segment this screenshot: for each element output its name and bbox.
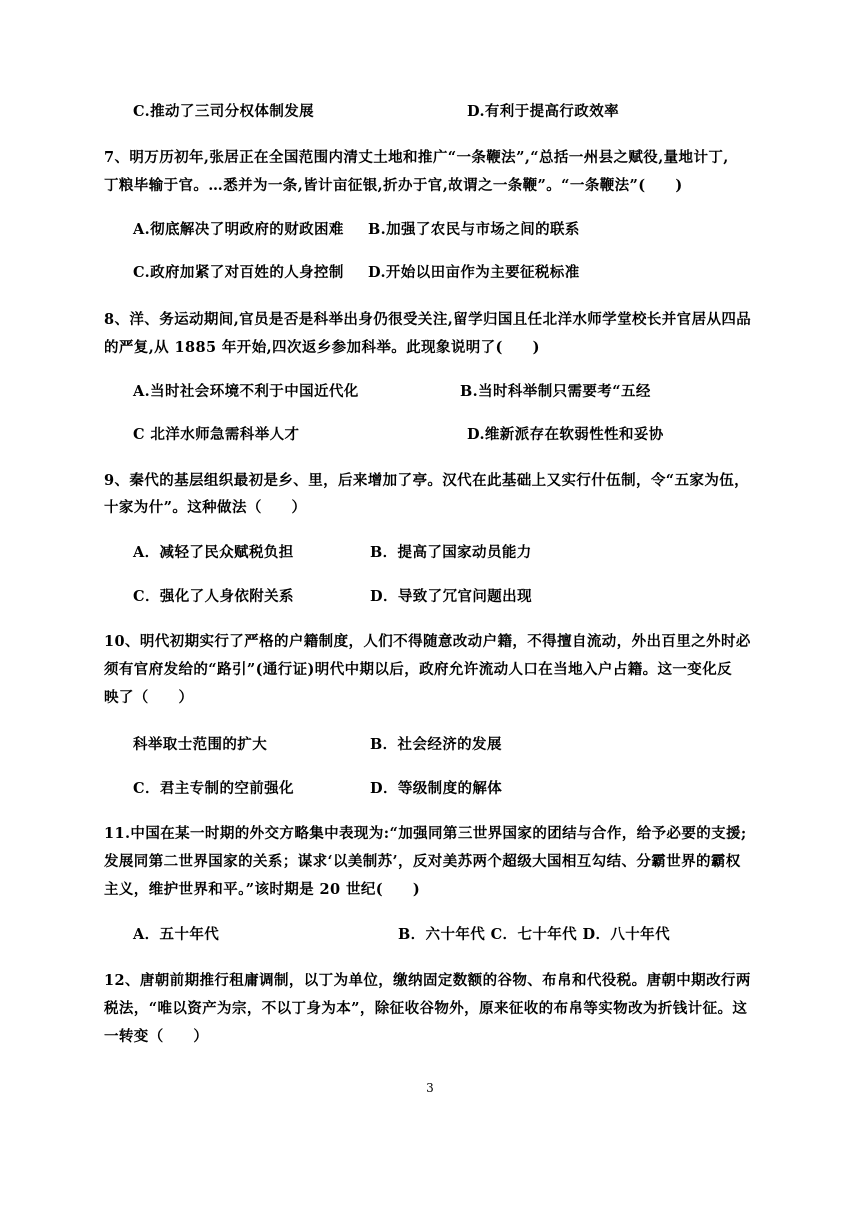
q11-option-a: A．五十年代 xyxy=(133,926,220,943)
q11-stem-line-1: 11.中国在某一时期的外交方略集中表现为:“加强同第三世界国家的团结与合作，给予必要的支援; xyxy=(104,825,747,842)
q8-option-b: B.当时科举制只需要考“五经 xyxy=(460,383,651,400)
q7-option-b: B.加强了农民与市场之间的联系 xyxy=(368,221,580,238)
q6-option-c: C.推动了三司分权体制发展 xyxy=(133,103,315,120)
q11-stem-line-2: 发展同第二世界国家的关系；谋求‘以美制苏’，反对美苏两个超级大国相互勾结、分霸世界的霸权 xyxy=(104,853,741,870)
q12-stem-line-3: 一转变（ ） xyxy=(104,1028,209,1045)
page-number: 3 xyxy=(426,1081,434,1095)
q7-option-a: A.彻底解决了明政府的财政困难 xyxy=(133,221,344,238)
q8-option-d: D.维新派存在软弱性性和妥协 xyxy=(467,426,664,443)
q9-option-c: C．强化了人身依附关系 xyxy=(133,588,294,605)
q7-stem-line-2: 丁粮毕输于官。…悉并为一条,皆计亩征银,折办于官,故谓之一条鞭”。“一条鞭法”( ) xyxy=(104,177,683,194)
q10-option-d: D．等级制度的解体 xyxy=(370,780,503,797)
q12-stem-line-1: 12、唐朝前期推行租庸调制，以丁为单位，缴纳固定数额的谷物、布帛和代役税。唐朝中期改行两 xyxy=(104,972,751,989)
q8-stem-line-1: 8、洋、务运动期间,官员是否是科举出身仍很受关注,留学归国且任北洋水师学堂校长并官居从四品 xyxy=(104,311,752,328)
q7-option-c: C.政府加紧了对百姓的人身控制 xyxy=(133,264,344,281)
q10-stem-line-2: 须有官府发给的“路引”(通行证)明代中期以后，政府允许流动人口在当地入户占籍。这一变化反 xyxy=(104,661,732,678)
q11-stem-line-3: 主义，维护世界和平。”该时期是 20 世纪( ) xyxy=(104,881,421,898)
q9-option-a: A．减轻了民众赋税负担 xyxy=(133,544,294,561)
q10-stem-line-3: 映了（ ） xyxy=(104,689,194,706)
q8-option-a: A.当时社会环境不利于中国近代化 xyxy=(133,383,359,400)
q10-option-b: B．社会经济的发展 xyxy=(370,736,502,753)
q8-stem-line-2: 的严复,从 1885 年开始,四次返乡参加科举。此现象说明了( ) xyxy=(104,339,540,356)
q8-option-c: C 北洋水师急需科举人才 xyxy=(133,426,300,443)
q11-options-bcd: B．六十年代 C．七十年代 D．八十年代 xyxy=(398,926,670,943)
q7-option-d: D.开始以田亩作为主要征税标准 xyxy=(368,264,580,281)
q7-stem-line-1: 7、明万历初年,张居正在全国范围内清丈土地和推广“一条鞭法”,“总括一州县之赋役,量地计丁, xyxy=(104,149,729,166)
q6-option-d: D.有利于提高行政效率 xyxy=(467,103,620,120)
q10-option-a: 科举取士范围的扩大 xyxy=(133,736,268,753)
q9-option-b: B．提高了国家动员能力 xyxy=(370,544,532,561)
q12-stem-line-2: 税法，“唯以资产为宗，不以丁身为本”，除征收谷物外，原来征收的布帛等实物改为折钱计征。这 xyxy=(104,1000,748,1017)
q10-stem-line-1: 10、明代初期实行了严格的户籍制度，人们不得随意改动户籍，不得擅自流动，外出百里之外时必 xyxy=(104,633,751,650)
q9-stem-line-1: 9、秦代的基层组织最初是乡、里，后来增加了亭。汉代在此基础上又实行什伍制，令“五家为伍， xyxy=(104,472,750,489)
q9-stem-line-2: 十家为什”。这种做法（ ） xyxy=(104,499,307,516)
q9-option-d: D．导致了冗官问题出现 xyxy=(370,588,532,605)
q10-option-c: C．君主专制的空前强化 xyxy=(133,780,294,797)
